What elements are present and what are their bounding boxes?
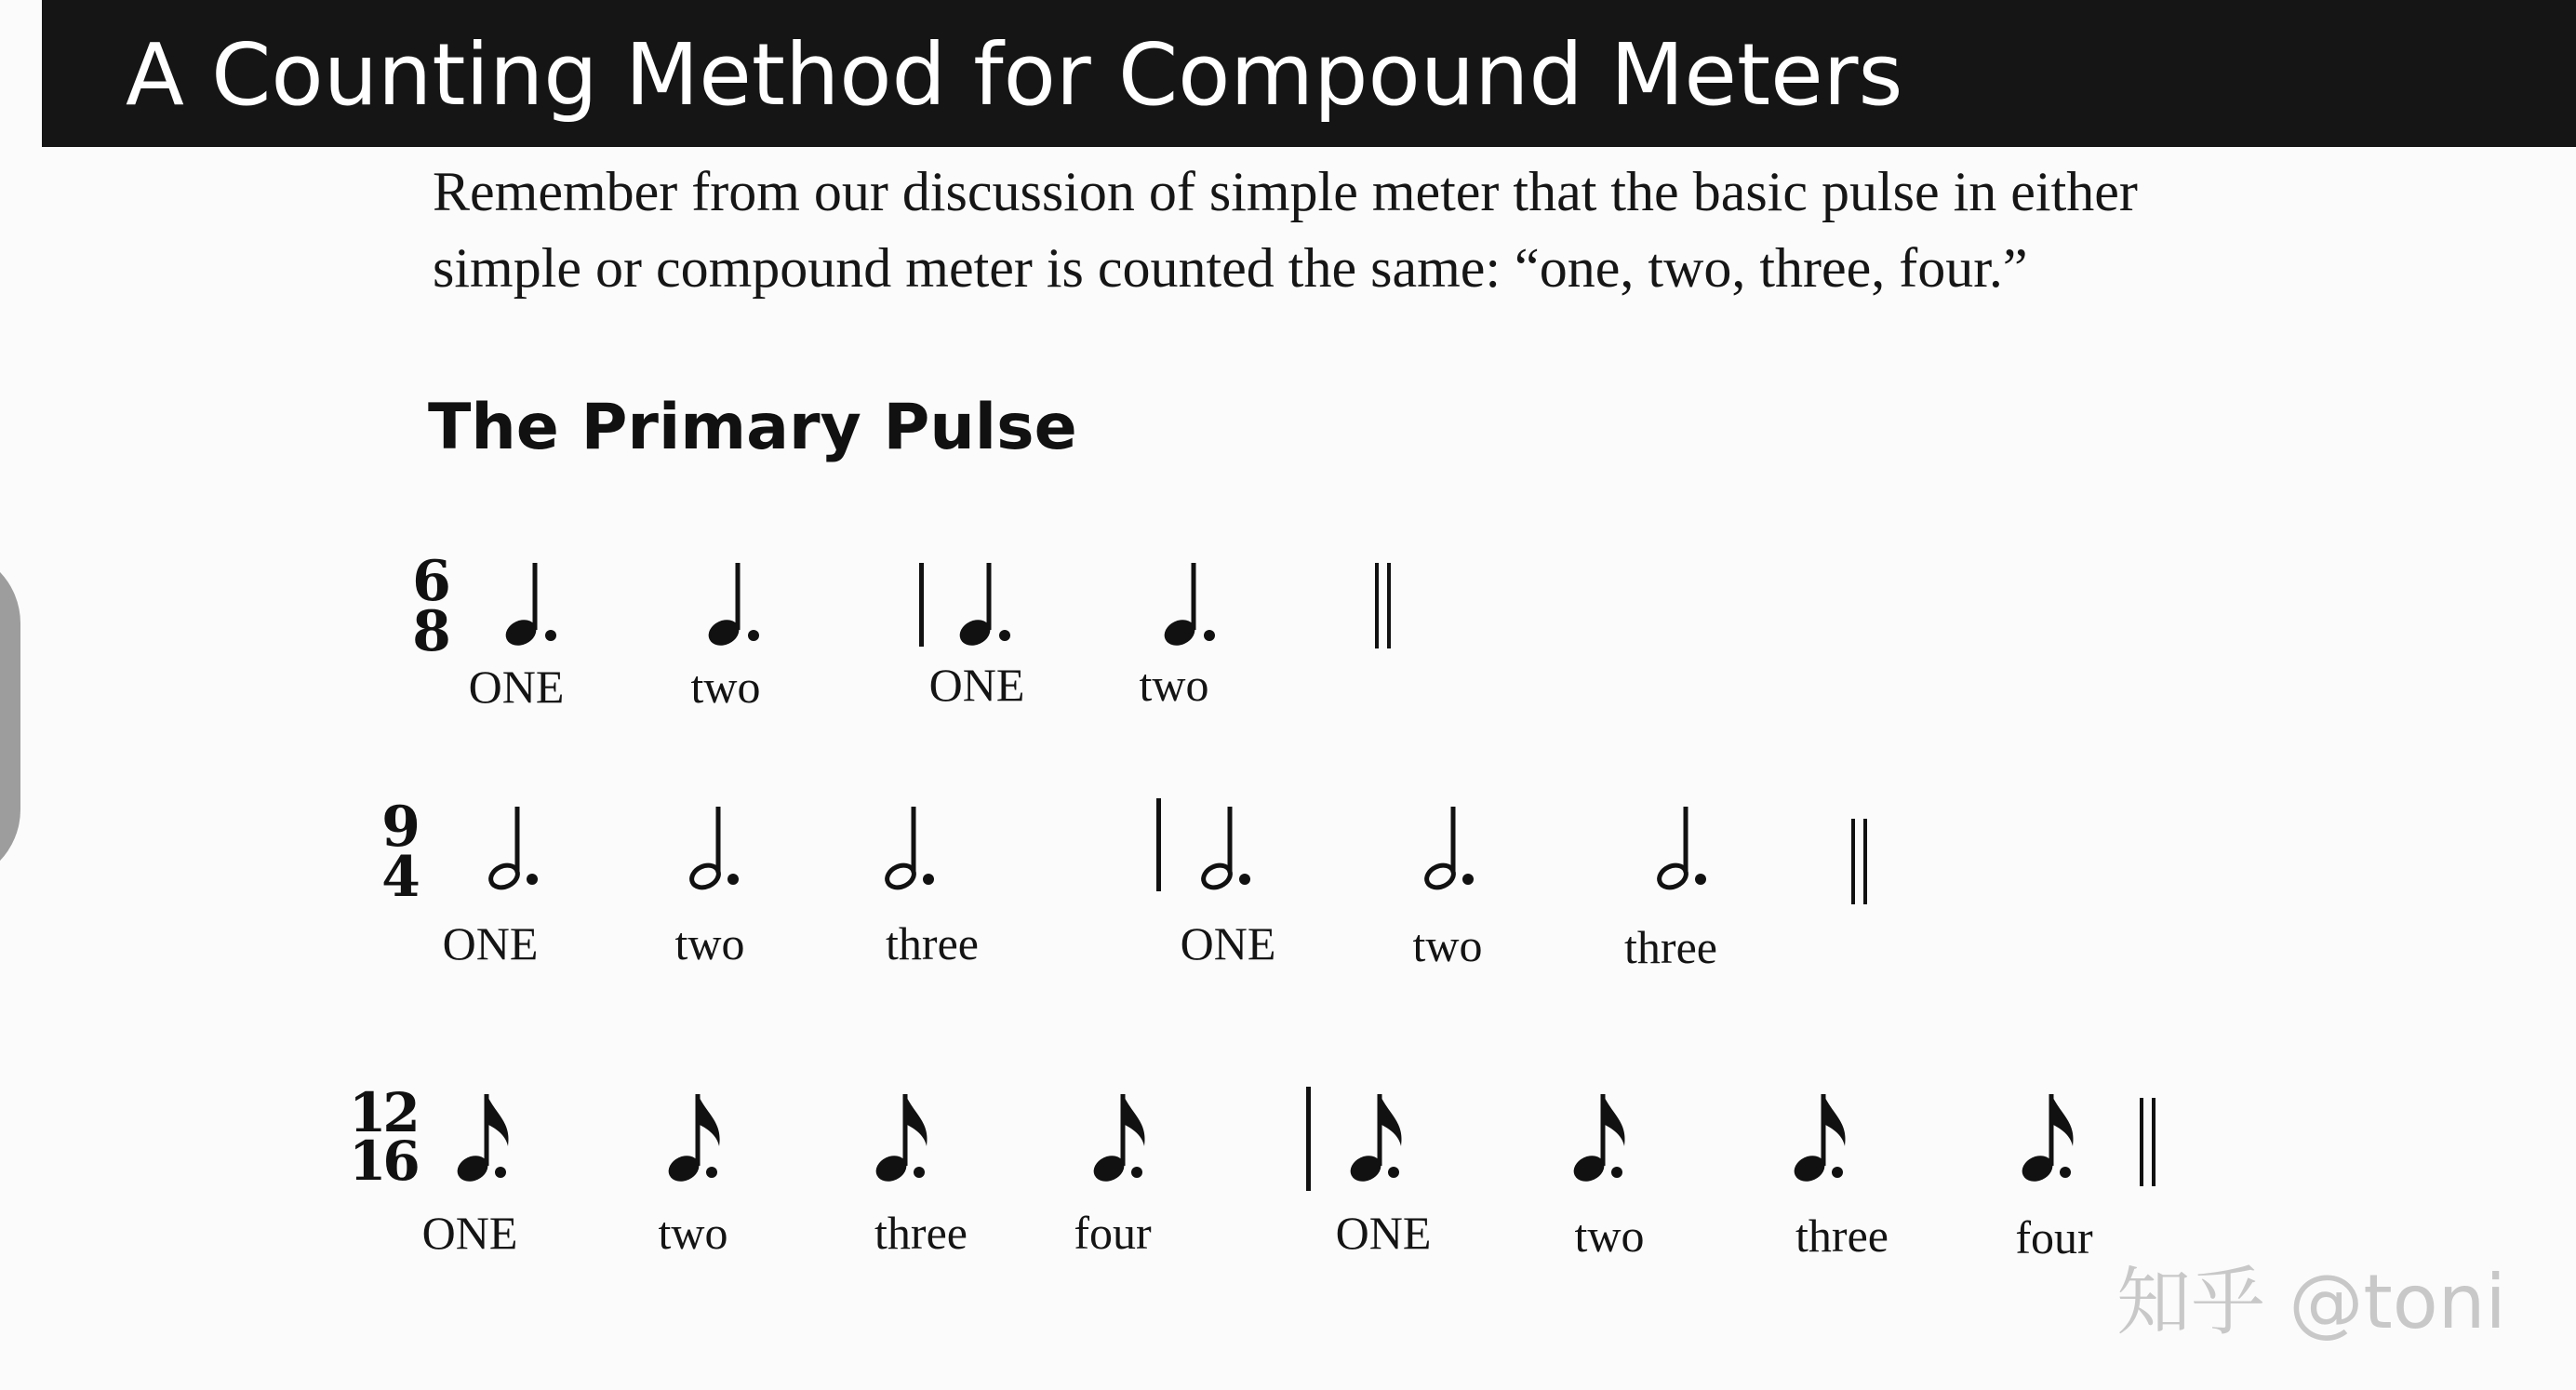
page-edge-shadow [0,549,20,884]
dotted-eighth-note-glyph [454,1087,519,1189]
count-label: ONE [1180,917,1276,969]
dotted-half-note [1421,802,1477,895]
count-label: two [658,1207,728,1259]
final-double-barline [2140,1098,2156,1186]
intro-paragraph [433,154,2516,306]
dotted-eighth-note-glyph [1347,1087,1412,1189]
count-label: three [1624,921,1717,973]
count-label: four [1074,1207,1152,1259]
dotted-quarter-note [502,558,558,651]
page-title: A Counting Method for Compound Meters [126,25,1903,125]
dotted-eighth-note-glyph [873,1087,938,1189]
dotted-half-note-glyph [882,802,938,895]
count-label: two [1574,1210,1645,1262]
dotted-eighth-note [1347,1087,1412,1189]
count-label: two [1139,659,1209,711]
dotted-half-note [687,802,742,895]
dotted-half-note-glyph [1421,802,1477,895]
count-label: two [690,661,761,713]
dotted-eighth-note-glyph [1570,1087,1635,1189]
dotted-half-note [1198,802,1254,895]
dotted-half-note [486,802,541,895]
dotted-quarter-note [1161,558,1217,651]
count-label: three [886,917,979,969]
final-double-barline [1851,819,1868,904]
dotted-quarter-note [705,558,761,651]
dotted-quarter-note-glyph [502,558,558,651]
count-label: ONE [928,659,1025,711]
time-signature-bottom: 4 [381,845,420,910]
dotted-eighth-note-glyph [1791,1087,1856,1189]
dotted-eighth-note [1570,1087,1635,1189]
dotted-quarter-note-glyph [1161,558,1217,651]
dotted-half-note-glyph [1654,802,1710,895]
intro-line-1: Remember from our discussion of simple meter that the basic pulse in either [433,161,2138,222]
time-signature [379,795,423,910]
section-heading: The Primary Pulse [428,391,1077,464]
time-signature [349,1081,417,1194]
count-label: ONE [442,917,539,969]
dotted-eighth-note [2019,1087,2084,1189]
dotted-half-note-glyph [1198,802,1254,895]
count-label: four [2015,1211,2093,1263]
final-double-barline [1375,563,1392,648]
count-label: three [1795,1210,1889,1262]
time-signature-top: 6 [412,549,451,614]
count-label: two [674,917,745,969]
dotted-quarter-note [956,558,1012,651]
time-signature [409,549,454,664]
dotted-quarter-note-glyph [956,558,1012,651]
dotted-half-note-glyph [687,802,742,895]
count-label: three [874,1207,968,1259]
dotted-eighth-note [1791,1087,1856,1189]
time-signature-top: 12 [349,1081,417,1144]
dotted-eighth-note-glyph [2019,1087,2084,1189]
title-banner [42,0,2576,147]
count-label: ONE [468,661,565,713]
dotted-eighth-note [873,1087,938,1189]
count-label: ONE [1335,1207,1432,1259]
dotted-eighth-note [454,1087,519,1189]
time-signature-bottom: 8 [412,599,451,664]
dotted-half-note [882,802,938,895]
time-signature-bottom: 16 [349,1129,417,1194]
time-signature-top: 9 [381,795,420,860]
dotted-eighth-note-glyph [665,1087,730,1189]
dotted-eighth-note [665,1087,730,1189]
count-label: ONE [421,1207,518,1259]
dotted-eighth-note-glyph [1090,1087,1155,1189]
barline [1306,1087,1311,1191]
dotted-quarter-note-glyph [705,558,761,651]
barline [919,563,924,647]
barline [1156,798,1161,891]
watermark: 知乎 @toni [2116,1259,2506,1345]
count-label: two [1412,919,1483,971]
dotted-half-note-glyph [486,802,541,895]
dotted-eighth-note [1090,1087,1155,1189]
dotted-half-note [1654,802,1710,895]
intro-line-2: simple or compound meter is counted the same: “one, two, three, four.” [433,237,2028,299]
